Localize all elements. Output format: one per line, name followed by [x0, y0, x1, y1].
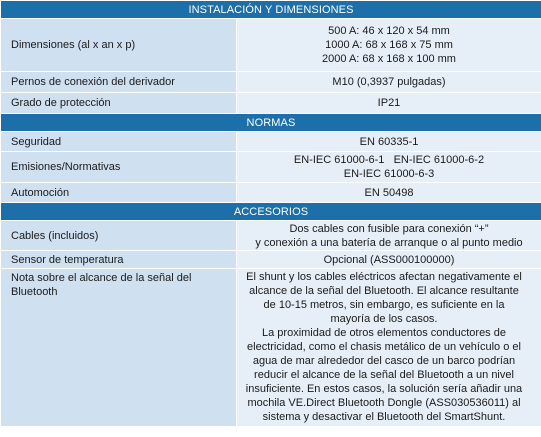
section-title: NORMAS: [1, 114, 541, 132]
spec-row-emissions: [1, 152, 541, 183]
spec-label: Dimensiones (al x an x p): [1, 19, 237, 72]
value-line: agua de mar alrededor del casco de un barco podrían: [252, 355, 516, 367]
spec-value: [237, 221, 541, 251]
spec-row-safety: [1, 132, 541, 152]
spec-row-automotive: [1, 183, 541, 203]
section-header-accessories: [1, 203, 541, 221]
spec-label: Cables (incluidos): [1, 221, 237, 251]
spec-label: Seguridad: [1, 132, 237, 152]
spec-value: IP21: [237, 93, 541, 114]
spec-value: [237, 152, 541, 183]
value-line: reducir el alcance de la señal del Bluetooth a un nivel: [254, 369, 514, 381]
value-line: El shunt y los cables eléctricos afectan negativamente el: [246, 271, 522, 283]
section-title: ACCESORIOS: [1, 203, 541, 221]
value-line: y conexión a una batería de arranque o al punto medio: [255, 236, 523, 249]
spec-value: M10 (0,3937 pulgadas): [237, 72, 541, 93]
spec-value: [237, 19, 541, 72]
value-line: insuficiente. En estos casos, la solución sería añadir una: [245, 383, 523, 395]
spec-row-cables: [1, 221, 541, 251]
spec-value: EN 50498: [237, 183, 541, 203]
value-line: 500 A: 46 x 120 x 54 mm: [328, 25, 450, 37]
spec-row-shunt-bolts: [1, 72, 541, 93]
spec-value: Opcional (ASS000100000): [237, 251, 541, 269]
spec-value: [237, 269, 541, 427]
spec-row-dimensions: [1, 19, 541, 72]
value-line: de 10-15 metros, sin embargo, es suficiente en la: [263, 299, 505, 311]
spec-label: Nota sobre el alcance de la señal del Bluetooth: [1, 269, 237, 427]
spec-row-protection: [1, 93, 541, 114]
value-line: mochila VE.Direct Bluetooth Dongle (ASS030536011) al: [247, 397, 521, 409]
spec-row-temperature-sensor: [1, 251, 541, 269]
section-header-standards: [1, 114, 541, 132]
value-line: mayoría de los casos.: [330, 313, 438, 325]
value-line: Dos cables con fusible para conexión “+”: [289, 222, 489, 235]
spec-value: EN 60335-1: [237, 132, 541, 152]
spec-label: Emisiones/Normativas: [1, 152, 237, 183]
section-header-installation: [1, 1, 541, 19]
spec-row-bluetooth-note: [1, 269, 541, 427]
spec-label: Automoción: [1, 183, 237, 203]
value-line: 2000 A: 68 x 168 x 100 mm: [322, 53, 456, 65]
value-line: 1000 A: 68 x 168 x 75 mm: [325, 39, 453, 51]
value-line: La proximidad de otros elementos conductores de: [262, 327, 506, 339]
spec-label: Sensor de temperatura: [1, 251, 237, 269]
value-line: sistema y desactivar el Bluetooth del SmartShunt.: [262, 411, 506, 423]
spec-label: Grado de protección: [1, 93, 237, 114]
value-line: alcance de la señal del Bluetooth. El alcance resultante: [249, 285, 519, 297]
value-line: EN-IEC 61000-6-1 EN-IEC 61000-6-2: [293, 154, 485, 166]
spec-label: Pernos de conexión del derivador: [1, 72, 237, 93]
value-line: electricidad, como el chasis metálico de un vehículo o el: [247, 341, 521, 353]
section-title: INSTALACIÓN Y DIMENSIONES: [1, 1, 541, 19]
value-line: EN-IEC 61000-6-3: [343, 168, 435, 180]
